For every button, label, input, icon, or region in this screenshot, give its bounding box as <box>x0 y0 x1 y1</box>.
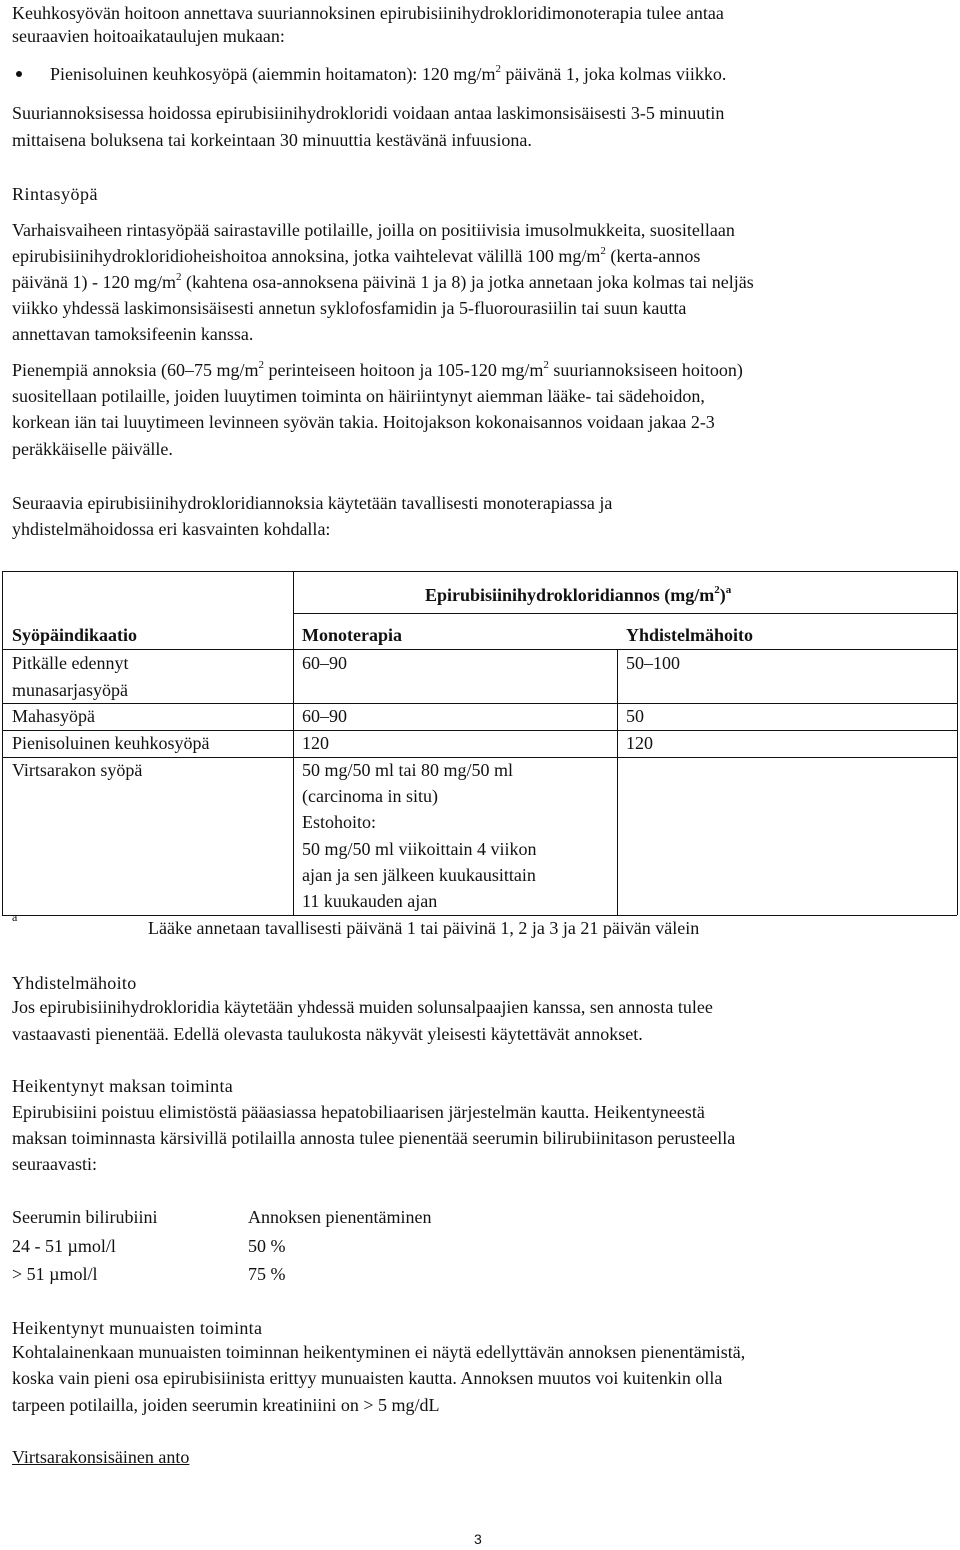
footnote-mark: a <box>12 910 18 924</box>
rinta-p2-line-1 <box>12 360 928 382</box>
rinta-p2-l1c: suuriannoksiseen hoitoon) <box>548 360 743 380</box>
intro-p2-line-1: Suuriannoksisessa hoidossa epirubisiinihydrokloridi voidaan antaa laskimonsisäisesti 3-5 minuutin <box>12 103 725 123</box>
rinta-p1-line-1: Varhaisvaiheen rintasyöpää sairastaville potilaille, joilla on positiivisia imusolmukkeita, suositellaan <box>12 220 735 240</box>
table-right-border <box>957 571 958 915</box>
table-col-header-indication: Syöpäindikaatio <box>12 625 138 645</box>
table-col-header-combo: Yhdistelmähoito <box>626 625 754 645</box>
table-cell-combo: 120 <box>626 733 653 753</box>
table-group-header <box>425 585 731 607</box>
seuraavia-line-2: yhdistelmähoidossa eri kasvainten kohdalla: <box>12 519 331 539</box>
table-cell-indication: Pienisoluinen keuhkosyöpä <box>12 733 210 753</box>
intro-line-1: Keuhkosyövän hoitoon annettava suuriannoksinen epirubisiinihydrokloridimonoterapia tulee antaa <box>12 3 724 23</box>
bilirubin-reduction: 75 % <box>248 1264 286 1284</box>
table-cell-mono: 50 mg/50 ml tai 80 mg/50 ml <box>302 760 513 780</box>
rinta-p1-l3a: päivänä 1) - 120 mg/m <box>12 272 176 292</box>
rinta-p2-l1sup2: 2 <box>543 359 549 371</box>
intro-line-2: seuraavien hoitoaikataulujen mukaan: <box>12 26 285 46</box>
group-header-sup: 2 <box>714 584 720 596</box>
table-cell-indication: Mahasyöpä <box>12 706 95 726</box>
bilirubin-reduction: 50 % <box>248 1236 286 1256</box>
munuaiset-line-2: koska vain pieni osa epirubisiinista erittyy munuaisten kautta. Annoksen muutos voi kuitenkin olla <box>12 1368 723 1388</box>
rinta-p1-line-5: annettavan tamoksifeenin kanssa. <box>12 324 254 344</box>
intro-bullet <box>12 64 956 86</box>
rinta-p2-line-2: suositellaan potilaille, joiden luuytimen toiminta on häiriintynyt aiemman lääke- tai sädehoidon, <box>12 386 705 406</box>
table-cell-mono: Estohoito: <box>302 812 377 832</box>
bullet-tail: päivänä 1, joka kolmas viikko. <box>500 64 727 84</box>
reduction-col-header: Annoksen pienentäminen <box>248 1207 432 1227</box>
table-top-border <box>2 571 957 572</box>
intro-p2-line-2: mittaisena boluksena tai korkeintaan 30 minuuttia kestävänä infuusiona. <box>12 130 532 150</box>
rinta-p1-l3b: (kahtena osa-annoksena päivinä 1 ja 8) ja jotka annetaan joka kolmas tai neljäs <box>181 272 754 292</box>
table-cell-mono: 120 <box>302 733 329 753</box>
rinta-p1-l2b: (kerta-annos <box>605 246 701 266</box>
table-cell-mono: 60–90 <box>302 706 347 726</box>
bilirubin-col-header: Seerumin bilirubiini <box>12 1207 158 1227</box>
table-row-border <box>2 730 957 731</box>
maksa-line-3: seuraavasti: <box>12 1154 97 1174</box>
table-cell-combo: 50–100 <box>626 653 680 673</box>
table-cell-mono: 11 kuukauden ajan <box>302 891 438 911</box>
table-cell-mono: ajan ja sen jälkeen kuukausittain <box>302 865 536 885</box>
bilirubin-range: 24 - 51 µmol/l <box>12 1236 116 1256</box>
rinta-p1-l2a: epirubisiinihydrokloridioheishoitoa annoksina, jotka vaihtelevat välillä 100 mg/m <box>12 246 601 266</box>
table-bottom-border <box>2 915 957 916</box>
rinta-p1-l3sup: 2 <box>175 271 182 283</box>
bullet-sup: 2 <box>495 63 501 75</box>
yhdistelma-line-1: Jos epirubisiinihydrokloridia käytetään yhdessä muiden solunsalpaajien kanssa, sen annosta tulee <box>12 997 713 1017</box>
rinta-p2-line-3: korkean iän tai luuytimeen levinneen syövän takia. Hoitojakson kokonaisannos voidaan jakaa 2-3 <box>12 412 715 432</box>
rinta-p2-l1b: perinteiseen hoitoon ja 105-120 mg/m <box>263 360 544 380</box>
table-left-border <box>2 571 3 915</box>
group-header-close: ) <box>719 585 726 605</box>
table-col-divider <box>617 649 618 915</box>
munuaiset-heading: Heikentynyt munuaisten toiminta <box>12 1318 263 1338</box>
maksa-line-1: Epirubisiini poistuu elimistöstä pääasiassa hepatobiliaarisen järjestelmän kautta. Heikentyneestä <box>12 1102 705 1122</box>
rinta-p2-l1sup1: 2 <box>258 359 264 371</box>
group-header-note: a <box>725 584 732 596</box>
table-group-underline <box>293 613 957 614</box>
rinta-p2-line-4: peräkkäiselle päivälle. <box>12 439 173 459</box>
bullet-icon <box>16 71 22 77</box>
page-number: 3 <box>474 1531 482 1547</box>
maksa-line-2: maksan toiminnasta kärsivillä potilailla annosta tulee pienentää seerumin bilirubiinitason perusteella <box>12 1128 736 1148</box>
footnote-text: Lääke annetaan tavallisesti päivänä 1 tai päivinä 1, 2 ja 3 ja 21 päivän välein <box>148 918 700 938</box>
munuaiset-line-3: tarpeen potilailla, joiden seerumin kreatiniini on > 5 mg/dL <box>12 1395 440 1415</box>
table-row-border <box>2 757 957 758</box>
munuaiset-line-1: Kohtalainenkaan munuaisten toiminnan heikentyminen ei näytä edellyttävän annoksen pienentämistä, <box>12 1342 746 1362</box>
table-cell-mono: 50 mg/50 ml viikoittain 4 viikon <box>302 839 537 859</box>
table-header-border <box>2 649 957 650</box>
bullet-text: Pienisoluinen keuhkosyöpä (aiemmin hoitamaton): 120 mg/m <box>50 64 496 84</box>
table-cell-indication: munasarjasyöpä <box>12 680 128 700</box>
table-cell-indication: Pitkälle edennyt <box>12 653 129 673</box>
rinta-p1-line-4: viikko yhdessä laskimonsisäisesti annetun syklofosfamidin ja 5-fluorourasiilin tai suun kautta <box>12 298 687 318</box>
group-header-text: Epirubisiinihydrokloridiannos (mg/m <box>425 585 715 605</box>
seuraavia-line-1: Seuraavia epirubisiinihydrokloridiannoksia käytetään tavallisesti monoterapiassa ja <box>12 493 613 513</box>
table-row-border <box>2 703 957 704</box>
table-cell-mono: (carcinoma in situ) <box>302 786 438 806</box>
rinta-heading: Rintasyöpä <box>12 184 98 204</box>
yhdistelma-heading: Yhdistelmähoito <box>12 973 137 993</box>
bilirubin-range: > 51 µmol/l <box>12 1264 98 1284</box>
table-cell-indication: Virtsarakon syöpä <box>12 760 143 780</box>
table-col-divider <box>293 571 294 915</box>
table-cell-mono: 60–90 <box>302 653 347 673</box>
virtsarakko-heading: Virtsarakonsisäinen anto <box>12 1447 190 1467</box>
table-col-header-mono: Monoterapia <box>302 625 402 645</box>
rinta-p1-l2sup: 2 <box>600 245 606 257</box>
rinta-p2-l1a: Pienempiä annoksia (60–75 mg/m <box>12 360 259 380</box>
maksa-heading: Heikentynyt maksan toiminta <box>12 1076 234 1096</box>
rinta-p1-line-3 <box>12 272 928 294</box>
rinta-p1-line-2 <box>12 246 928 268</box>
yhdistelma-line-2: vastaavasti pienentää. Edellä olevasta taulukosta näkyvät yleisesti käytettävät annokset. <box>12 1024 643 1044</box>
table-cell-combo: 50 <box>626 706 644 726</box>
